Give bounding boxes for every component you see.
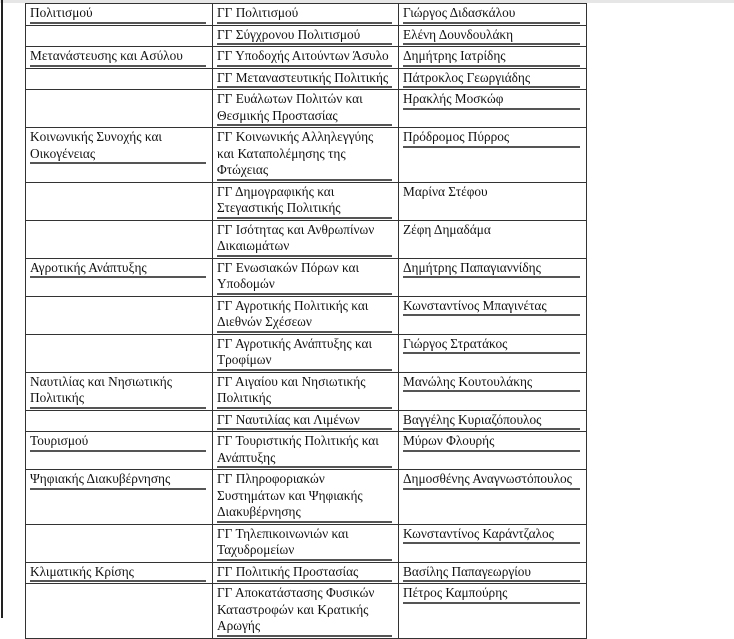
secretariat-cell xyxy=(213,470,399,525)
person-cell xyxy=(399,410,587,432)
ministry-text: Αγροτικής Ανάπτυξης xyxy=(30,260,206,279)
person-text: Βασίλης Παπαγεωργίου xyxy=(403,564,580,583)
secretariat-text: ΓΓ Ναυτιλίας και Λιμένων xyxy=(217,412,392,431)
table-row xyxy=(26,432,587,470)
table-row xyxy=(26,258,587,296)
secretariat-text: ΓΓ Αγροτικής Ανάπτυξης και Τροφίμων xyxy=(217,336,392,371)
person-cell xyxy=(399,47,587,69)
secretariat-text: ΓΓ Πληροφοριακών Συστημάτων και Ψηφιακής Διακυβέρνησης xyxy=(217,471,392,523)
secretaries-general-table xyxy=(25,3,587,639)
secretariat-text: ΓΓ Ισότητας και Ανθρωπίνων Δικαιωμάτων xyxy=(217,222,392,257)
page-left-border xyxy=(1,0,3,618)
secretariat-cell xyxy=(213,524,399,562)
secretariat-cell xyxy=(213,128,399,183)
person-text: Πέτρος Καμπούρης xyxy=(403,585,580,604)
secretariat-text: ΓΓ Αιγαίου και Νησιωτικής Πολιτικής xyxy=(217,374,392,409)
table-row xyxy=(26,296,587,334)
table-row xyxy=(26,128,587,183)
person-cell xyxy=(399,68,587,90)
table-row xyxy=(26,410,587,432)
person-text: Κωνσταντίνος Μπαγινέτας xyxy=(403,298,580,317)
table-row xyxy=(26,524,587,562)
secretariat-text: ΓΓ Τουριστικής Πολιτικής και Ανάπτυξης xyxy=(217,433,392,468)
person-cell xyxy=(399,25,587,47)
table-row xyxy=(26,68,587,90)
secretariat-cell xyxy=(213,562,399,584)
person-text: Πρόδρομος Πύρρος xyxy=(403,129,580,148)
table-row xyxy=(26,182,587,220)
ministry-cell xyxy=(26,410,213,432)
secretariat-cell xyxy=(213,68,399,90)
secretariat-cell xyxy=(213,372,399,410)
person-cell xyxy=(399,562,587,584)
ministry-cell xyxy=(26,470,213,525)
secretariat-cell xyxy=(213,258,399,296)
ministry-cell xyxy=(26,220,213,258)
person-cell xyxy=(399,90,587,128)
table-row xyxy=(26,334,587,372)
ministry-text: Μετανάστευσης και Ασύλου xyxy=(30,48,206,67)
ministry-cell xyxy=(26,432,213,470)
ministry-cell xyxy=(26,334,213,372)
ministry-text: Πολιτισμού xyxy=(30,5,206,24)
secretariat-text: ΓΓ Πολιτικής Προστασίας xyxy=(217,564,392,583)
secretariat-cell xyxy=(213,410,399,432)
person-text: Ηρακλής Μοσκώφ xyxy=(403,91,580,110)
person-text: Κωνσταντίνος Καράντζαλος xyxy=(403,526,580,545)
person-cell xyxy=(399,334,587,372)
person-text: Γιώργος Διδασκάλου xyxy=(403,5,580,24)
person-cell xyxy=(399,4,587,26)
ministry-cell xyxy=(26,296,213,334)
table-row xyxy=(26,4,587,26)
person-text: Δημήτρης Ιατρίδης xyxy=(403,48,580,67)
ministry-text: Κοινωνικής Συνοχής και Οικογένειας xyxy=(30,129,206,164)
ministry-cell xyxy=(26,562,213,584)
person-cell xyxy=(399,584,587,639)
secretariat-cell xyxy=(213,432,399,470)
ministry-cell xyxy=(26,182,213,220)
person-cell xyxy=(399,220,587,258)
ministry-cell xyxy=(26,372,213,410)
person-text: Ζέφη Δημαδάμα xyxy=(403,221,491,237)
secretariat-text: ΓΓ Ενωσιακών Πόρων και Υποδομών xyxy=(217,260,392,295)
secretariat-cell xyxy=(213,4,399,26)
table-row xyxy=(26,372,587,410)
person-text: Δημήτρης Παπαγιαννίδης xyxy=(403,260,580,279)
ministry-cell xyxy=(26,258,213,296)
person-text: Ελένη Δουνδουλάκη xyxy=(403,27,580,46)
secretariat-cell xyxy=(213,25,399,47)
secretariat-text: ΓΓ Υποδοχής Αιτούντων Άσυλο xyxy=(217,48,392,67)
person-cell xyxy=(399,128,587,183)
ministry-text: Τουρισμού xyxy=(30,433,206,452)
ministry-text: Ψηφιακής Διακυβέρνησης xyxy=(30,471,206,490)
table-row xyxy=(26,90,587,128)
secretariat-cell xyxy=(213,182,399,220)
secretariat-text: ΓΓ Αποκατάστασης Φυσικών Καταστροφών και Κρατικής Αρωγής xyxy=(217,585,392,637)
ministry-text: Κλιματικής Κρίσης xyxy=(30,564,206,583)
secretariat-text: ΓΓ Μεταναστευτικής Πολιτικής xyxy=(217,70,392,89)
ministry-cell xyxy=(26,68,213,90)
secretariat-text: ΓΓ Ευάλωτων Πολιτών και Θεσμικής Προστασίας xyxy=(217,91,392,126)
ministry-cell xyxy=(26,128,213,183)
secretariat-cell xyxy=(213,90,399,128)
table-row xyxy=(26,470,587,525)
person-text: Μαρίνα Στέφου xyxy=(403,183,488,199)
secretariat-cell xyxy=(213,584,399,639)
secretariat-text: ΓΓ Πολιτισμού xyxy=(217,5,392,24)
person-cell xyxy=(399,524,587,562)
secretariat-text: ΓΓ Τηλεπικοινωνιών και Ταχυδρομείων xyxy=(217,526,392,561)
person-text: Μύρων Φλουρής xyxy=(403,433,580,452)
ministry-cell xyxy=(26,25,213,47)
person-text: Πάτροκλος Γεωργιάδης xyxy=(403,70,580,89)
ministry-cell xyxy=(26,47,213,69)
person-cell xyxy=(399,372,587,410)
ministry-text: Ναυτιλίας και Νησιωτικής Πολιτικής xyxy=(30,374,206,409)
secretariat-text: ΓΓ Κοινωνικής Αλληλεγγύης και Καταπολέμησης της Φτώχειας xyxy=(217,129,392,181)
table-row xyxy=(26,47,587,69)
person-cell xyxy=(399,432,587,470)
secretariat-text: ΓΓ Σύγχρονου Πολιτισμού xyxy=(217,27,392,46)
person-cell xyxy=(399,296,587,334)
person-text: Γιώργος Στρατάκος xyxy=(403,336,580,355)
secretariat-cell xyxy=(213,220,399,258)
secretariat-text: ΓΓ Δημογραφικής και Στεγαστικής Πολιτικής xyxy=(217,184,392,219)
table-row xyxy=(26,562,587,584)
secretariat-cell xyxy=(213,334,399,372)
secretariat-cell xyxy=(213,296,399,334)
person-cell xyxy=(399,470,587,525)
person-text: Βαγγέλης Κυριαζόπουλος xyxy=(403,412,580,431)
ministry-cell xyxy=(26,4,213,26)
table-row xyxy=(26,220,587,258)
ministry-cell xyxy=(26,524,213,562)
person-text: Δημοσθένης Αναγνωστόπουλος xyxy=(403,471,580,490)
person-cell xyxy=(399,258,587,296)
person-cell xyxy=(399,182,587,220)
table-row xyxy=(26,584,587,639)
secretariat-text: ΓΓ Αγροτικής Πολιτικής και Διεθνών Σχέσεων xyxy=(217,298,392,333)
ministry-cell xyxy=(26,584,213,639)
secretariat-cell xyxy=(213,47,399,69)
person-text: Μανώλης Κουτουλάκης xyxy=(403,374,580,393)
ministry-cell xyxy=(26,90,213,128)
table-row xyxy=(26,25,587,47)
